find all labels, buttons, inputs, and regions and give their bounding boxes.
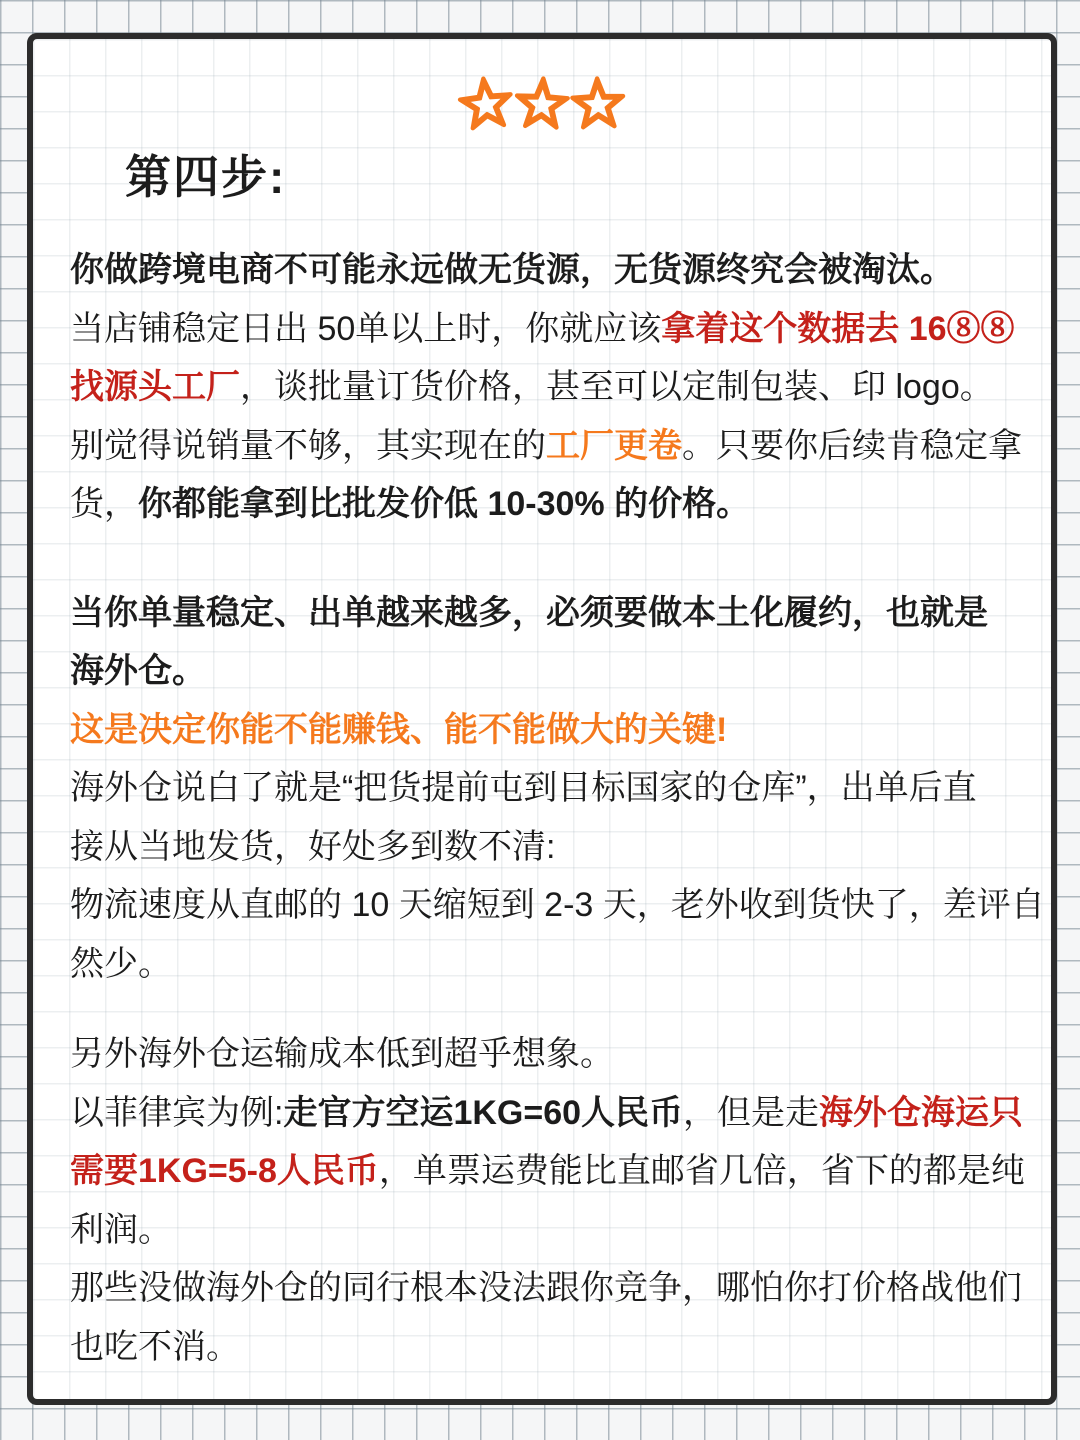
- text-line: [70, 1142, 1025, 1201]
- text-segment: 然少。: [70, 944, 172, 983]
- text-segment: 你都能拿到比批发价低 10-30% 的价格。: [138, 485, 751, 523]
- text-segment: 你做跨境电商不可能永远做无货源，无货源终究会被淘汰。: [70, 251, 954, 289]
- text-line: [70, 584, 1022, 643]
- text-line: [70, 876, 1045, 935]
- text-segment: 。只要你后续肯稳定拿: [682, 426, 1022, 465]
- text-segment: ，单票运费能比直邮省几倍，省下的都是纯: [378, 1152, 1025, 1190]
- text-segment: 接从当地发货，好处多到数不清:: [70, 827, 556, 866]
- text-line: [70, 417, 1022, 476]
- note-card: [27, 33, 1057, 1405]
- text-segment: 需要1KG=5-8人民币: [70, 1152, 379, 1190]
- text-line: [70, 759, 1022, 818]
- text-segment: 另外海外仓运输成本低到超乎想象。: [70, 1035, 614, 1073]
- text-line: [70, 935, 1022, 994]
- text-line: [70, 1201, 1022, 1260]
- text-line: [70, 701, 1022, 760]
- text-line: [70, 475, 1022, 534]
- text-segment: 以菲律宾为例:: [70, 1093, 284, 1132]
- text-segment: 物流速度从直邮的 10 天缩短到 2-3 天，老外收到货快了，差评自: [70, 886, 1045, 924]
- text-segment: ，但是走: [683, 1093, 820, 1132]
- text-line: [70, 1259, 1022, 1318]
- text-segment: 别觉得说销量不够，其实现在的: [70, 426, 546, 465]
- text-segment: 拿着这个数据去 16⑧⑧: [661, 309, 1015, 348]
- text-line: [70, 300, 1022, 359]
- text-line: [70, 1318, 1022, 1377]
- text-segment: 当店铺稳定日出 50单以上时，你就应该: [70, 309, 662, 348]
- star-icon: [512, 74, 573, 135]
- text-segment: 走官方空运1KG=60人民币: [283, 1093, 684, 1132]
- step-title: 第四步:: [125, 151, 287, 203]
- text-segment: 海外仓海运只: [819, 1093, 1024, 1132]
- text-line: [70, 818, 1022, 877]
- star-icon: [568, 74, 628, 134]
- text-segment: 工厂更卷: [546, 426, 682, 465]
- text-segment: 货，: [70, 485, 138, 523]
- star-icon: [454, 72, 518, 136]
- text-segment: 找源头工厂: [70, 368, 240, 406]
- text-segment: 海外仓说白了就是“把货提前屯到目标国家的仓库”，出单后直: [70, 769, 977, 807]
- post-body: [70, 241, 1045, 1376]
- text-segment: 海外仓。: [70, 652, 206, 690]
- star-rating: [33, 75, 1051, 135]
- text-line: [70, 241, 1022, 300]
- text-segment: 利润。: [70, 1210, 172, 1249]
- text-segment: 这是决定你能不能赚钱、能不能做大的关键!: [70, 710, 728, 749]
- text-line: [70, 358, 1022, 417]
- text-line: [70, 1084, 1022, 1143]
- text-line: [70, 642, 1022, 701]
- text-segment: 当你单量稳定、出单越来越多，必须要做本土化履约，也就是: [70, 593, 988, 632]
- text-segment: 那些没做海外仓的同行根本没法跟你竞争，哪怕你打价格战他们: [70, 1269, 1022, 1307]
- text-line: [70, 1025, 1022, 1084]
- text-segment: ，谈批量订货价格，甚至可以定制包装、印 logo。: [240, 368, 994, 406]
- text-segment: 也吃不消。: [70, 1327, 240, 1366]
